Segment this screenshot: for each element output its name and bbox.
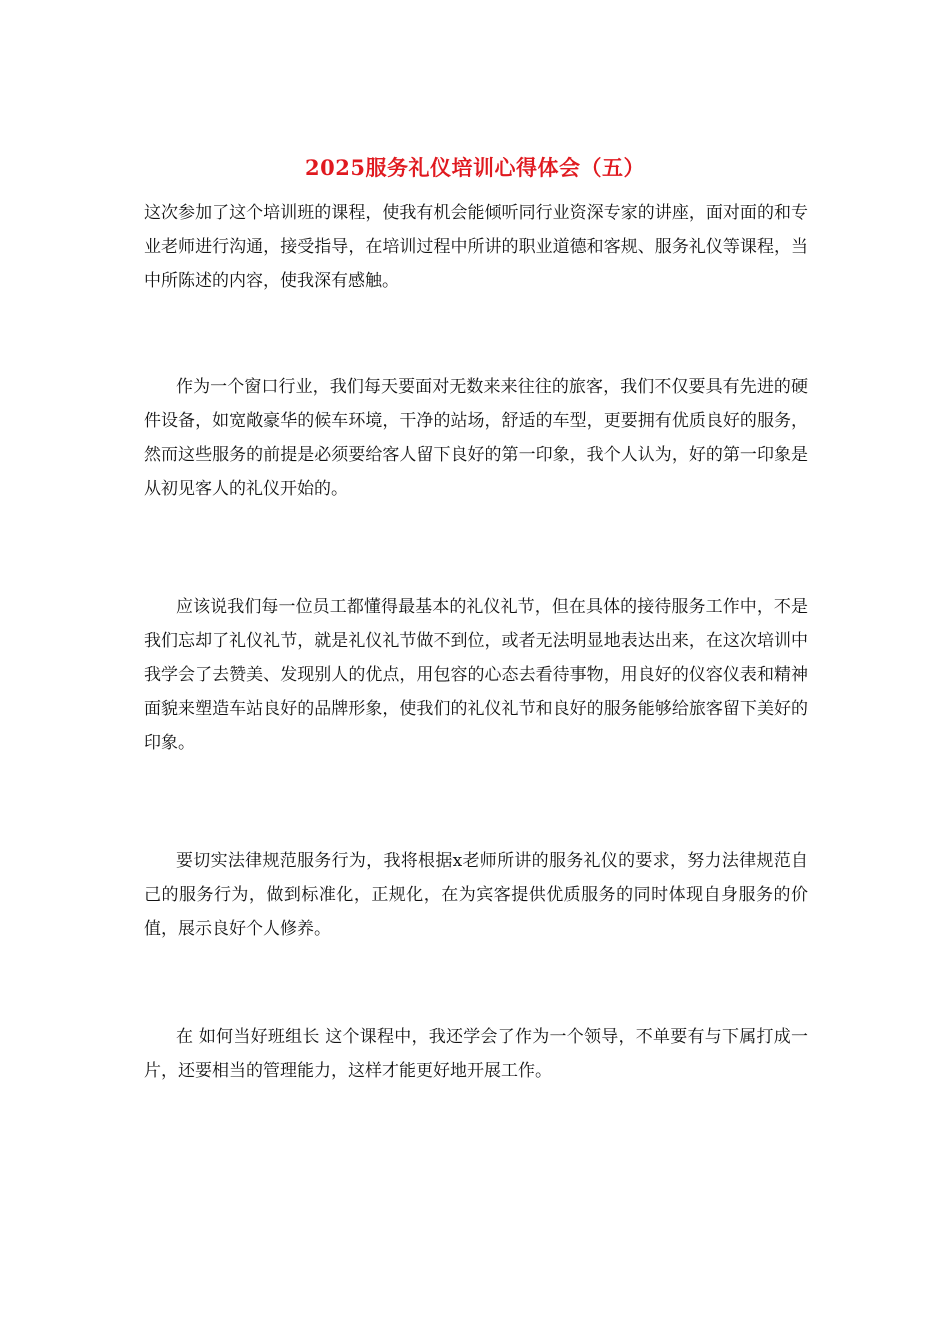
paragraph-3: 应该说我们每一位员工都懂得最基本的礼仪礼节，但在具体的接待服务工作中，不是我们忘却了礼仪礼节，就是礼仪礼节做不到位，或者无法明显地表达出来，在这次培训中我学会了去赞美、发现别人的优点，用包容的心态去看待事物，用良好的仪容仪表和精神面貌来塑造车站良好的品牌形象，使我们的礼仪礼节和良好的服务能够给旅客留下美好的印象。 <box>144 597 808 753</box>
paragraph-2: 作为一个窗口行业，我们每天要面对无数来来往往的旅客，我们不仅要具有先进的硬件设备，如宽敞豪华的候车环境，干净的站场，舒适的车型，更要拥有优质良好的服务，然而这些服务的前提是必须要给客人留下良好的第一印象，我个人认为，好的第一印象是从初见客人的礼仪开始的。 <box>144 377 808 499</box>
paragraph-1: 这次参加了这个培训班的课程，使我有机会能倾听同行业资深专家的讲座，面对面的和专业老师进行沟通，接受指导，在培训过程中所讲的职业道德和客规、服务礼仪等课程，当中所陈述的内容，使我深有感触。 <box>144 203 808 291</box>
paragraph-4: 要切实法律规范服务行为，我将根据x老师所讲的服务礼仪的要求，努力法律规范自己的服务行为，做到标准化，正规化，在为宾客提供优质服务的同时体现自身服务的价值，展示良好个人修养。 <box>144 851 808 939</box>
document-title: 2025服务礼仪培训心得体会（五） <box>305 155 645 180</box>
paragraph-5: 在 如何当好班组长 这个课程中，我还学会了作为一个领导，不单要有与下属打成一片，还要相当的管理能力，这样才能更好地开展工作。 <box>144 1027 808 1081</box>
